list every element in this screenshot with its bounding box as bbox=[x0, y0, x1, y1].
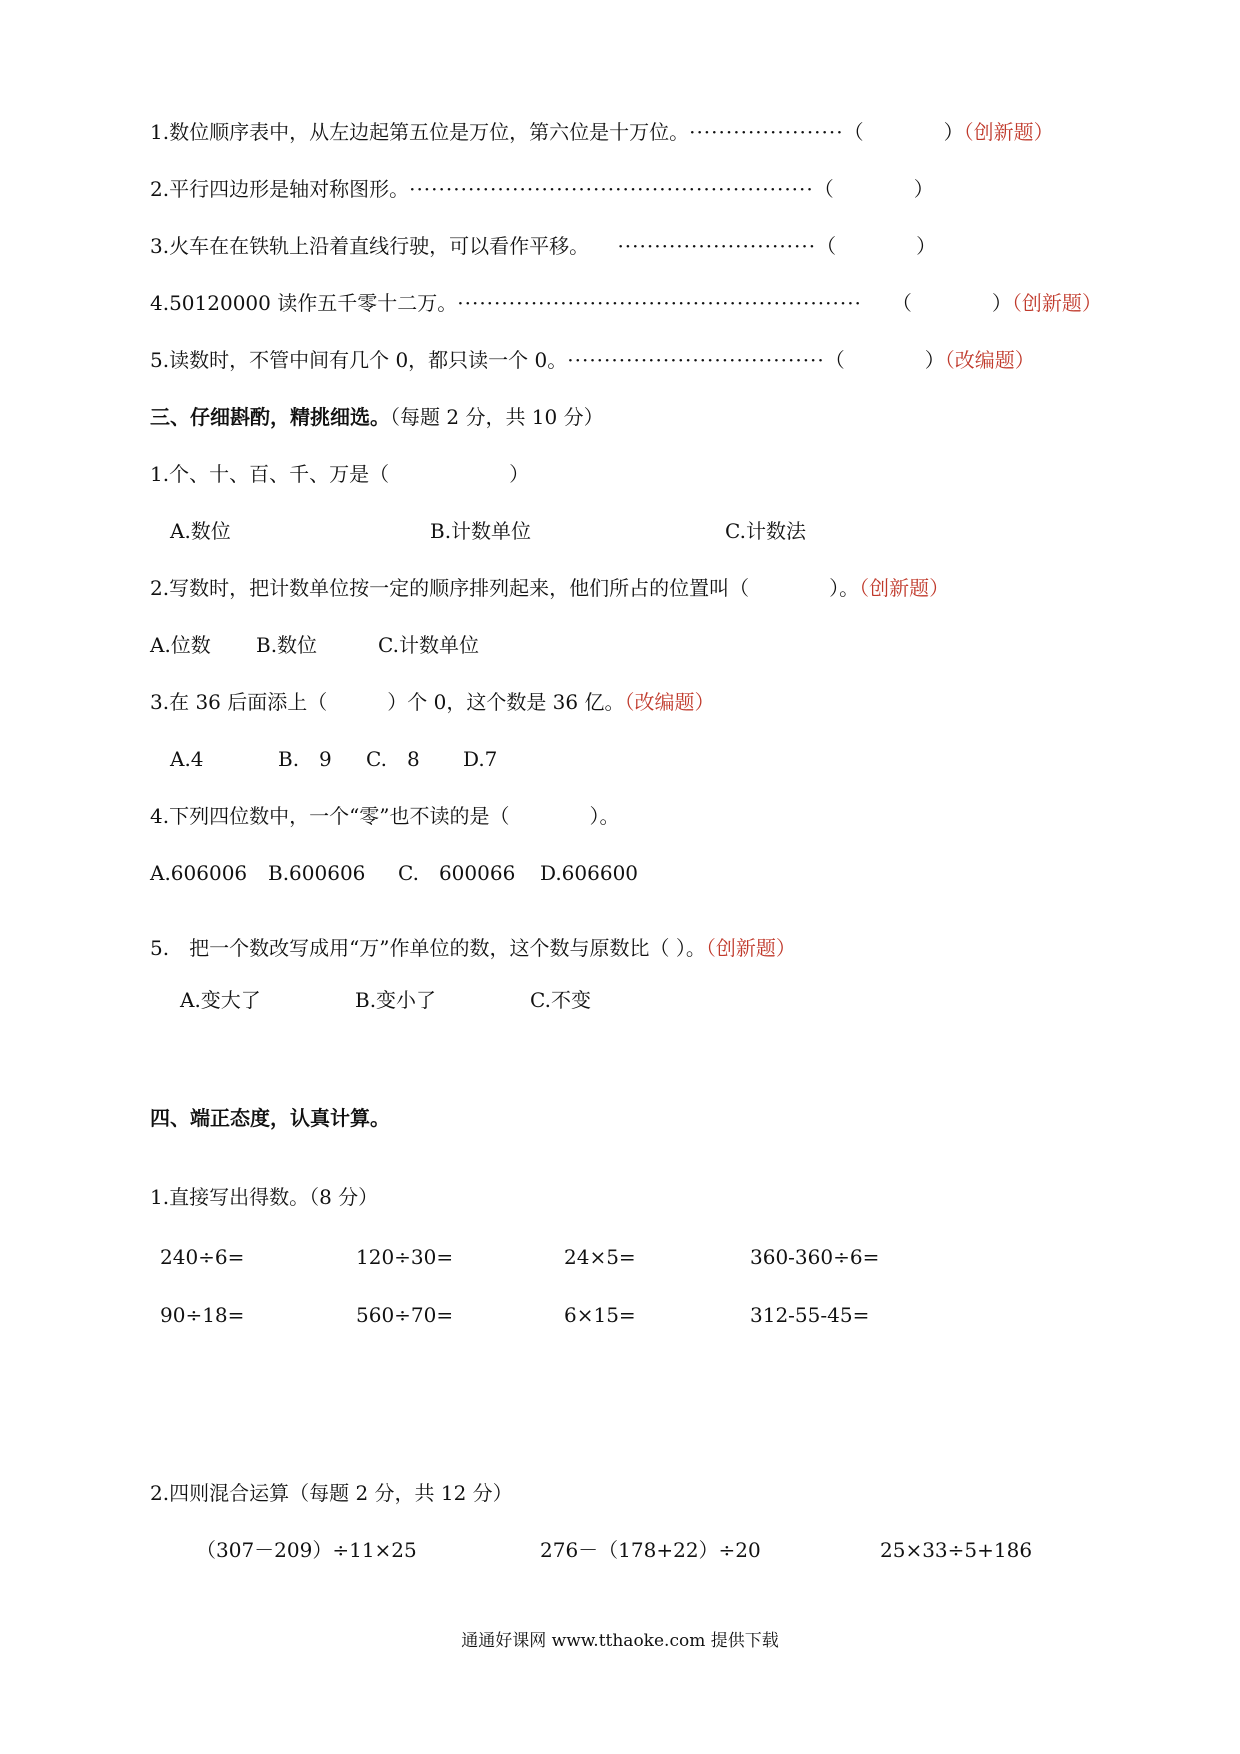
judge-item-3 bbox=[150, 232, 936, 260]
choice-1-option-b: B.计数单位 bbox=[430, 519, 532, 543]
tag-label: （创新题） bbox=[963, 120, 1054, 144]
choice-3-option-a: A.4 bbox=[170, 747, 204, 771]
judge-text: 3.火车在在铁轨上沿着直线行驶，可以看作平移。 bbox=[150, 234, 590, 258]
choice-stem-4: 4.下列四位数中，一个“零”也不读的是（ ）。 bbox=[150, 804, 620, 828]
leader-dots: ··································· bbox=[567, 348, 825, 372]
choice-4-option-b: B.600606 bbox=[268, 861, 366, 885]
choice-4-option-c: C. 600066 bbox=[398, 861, 516, 885]
section-3-heading bbox=[150, 403, 604, 431]
answer-paren: （ ） bbox=[824, 348, 945, 372]
choice-3-option-b: B. 9 bbox=[278, 747, 332, 771]
choice-2-option-c: C.计数单位 bbox=[378, 633, 479, 657]
choice-5-option-b: B.变小了 bbox=[355, 988, 437, 1012]
section-note: （每题 2 分，共 10 分） bbox=[390, 405, 604, 429]
stem-text: 5. 把一个数改写成用“万”作单位的数，这个数与原数比（ ）。 bbox=[150, 936, 706, 960]
calc-1-r1-c2: 120÷30= bbox=[356, 1245, 454, 1269]
answer-paren: （ ） bbox=[843, 120, 964, 144]
choice-stem-1: 1.个、十、百、千、万是（ ） bbox=[150, 462, 530, 486]
calc-2-item-1: （307－209）÷11×25 bbox=[196, 1538, 417, 1562]
calc-1-r2-c3: 6×15= bbox=[564, 1303, 636, 1327]
tag-label: （创新题） bbox=[705, 936, 796, 960]
answer-paren: （ ） bbox=[816, 234, 937, 258]
footer-download-note: 通通好课网 www.tthaoke.com 提供下载 bbox=[461, 1631, 779, 1651]
judge-item-5 bbox=[150, 346, 1035, 374]
choice-3-option-d: D.7 bbox=[463, 747, 498, 771]
calc-1-r2-c1: 90÷18= bbox=[160, 1303, 245, 1327]
leader-dots: ··························· bbox=[589, 234, 817, 258]
calc-2-item-2: 276－（178+22）÷20 bbox=[540, 1538, 761, 1562]
choice-1-option-a: A.数位 bbox=[170, 519, 231, 543]
choice-5-option-a: A.变大了 bbox=[180, 988, 261, 1012]
choice-3-option-c: C. 8 bbox=[366, 747, 420, 771]
judge-item-1 bbox=[150, 118, 1054, 146]
tag-label: （改编题） bbox=[624, 690, 715, 714]
tag-label: （创新题） bbox=[859, 576, 950, 600]
judge-text: 4.50120000 读作五千零十二万。 bbox=[150, 291, 458, 315]
calc-1-r1-c4: 360-360÷6= bbox=[750, 1245, 880, 1269]
answer-paren: （ ） bbox=[861, 291, 1012, 315]
judge-text: 1.数位顺序表中，从左边起第五位是万位，第六位是十万位。 bbox=[150, 120, 690, 144]
choice-2-option-b: B.数位 bbox=[256, 633, 318, 657]
choice-stem-2 bbox=[150, 574, 949, 602]
stem-text: 2.写数时，把计数单位按一定的顺序排列起来，他们所占的位置叫（ ）。 bbox=[150, 576, 860, 600]
section-title: 三、仔细斟酌，精挑细选。 bbox=[150, 405, 390, 429]
choice-1-option-c: C.计数法 bbox=[725, 519, 806, 543]
section-4-heading: 四、端正态度，认真计算。 bbox=[150, 1106, 390, 1130]
tag-label: （改编题） bbox=[944, 348, 1035, 372]
judge-text: 5.读数时，不管中间有几个 0，都只读一个 0。 bbox=[150, 348, 568, 372]
calc-1-r2-c2: 560÷70= bbox=[356, 1303, 454, 1327]
calc-1-r2-c4: 312-55-45= bbox=[750, 1303, 870, 1327]
judge-item-2 bbox=[150, 175, 934, 203]
calc-2-item-3: 25×33÷5+186 bbox=[880, 1538, 1033, 1562]
choice-5-option-c: C.不变 bbox=[530, 988, 591, 1012]
judge-item-4 bbox=[150, 289, 1102, 317]
calc-1-title: 1.直接写出得数。（8 分） bbox=[150, 1185, 379, 1209]
leader-dots: ····················· bbox=[689, 120, 844, 144]
choice-stem-5 bbox=[150, 934, 796, 962]
leader-dots: ······················································· bbox=[457, 291, 862, 315]
calc-1-r1-c1: 240÷6= bbox=[160, 1245, 245, 1269]
tag-label: （创新题） bbox=[1011, 291, 1102, 315]
leader-dots: ······················································· bbox=[409, 177, 814, 201]
calc-2-title: 2.四则混合运算（每题 2 分，共 12 分） bbox=[150, 1481, 513, 1505]
choice-4-option-a: A.606006 bbox=[150, 861, 248, 885]
calc-1-r1-c3: 24×5= bbox=[564, 1245, 636, 1269]
choice-4-option-d: D.606600 bbox=[540, 861, 639, 885]
judge-text: 2.平行四边形是轴对称图形。 bbox=[150, 177, 410, 201]
stem-text: 3.在 36 后面添上（ ）个 0，这个数是 36 亿。 bbox=[150, 690, 625, 714]
choice-stem-3 bbox=[150, 688, 715, 716]
answer-paren: （ ） bbox=[813, 177, 934, 201]
choice-2-option-a: A.位数 bbox=[150, 633, 211, 657]
